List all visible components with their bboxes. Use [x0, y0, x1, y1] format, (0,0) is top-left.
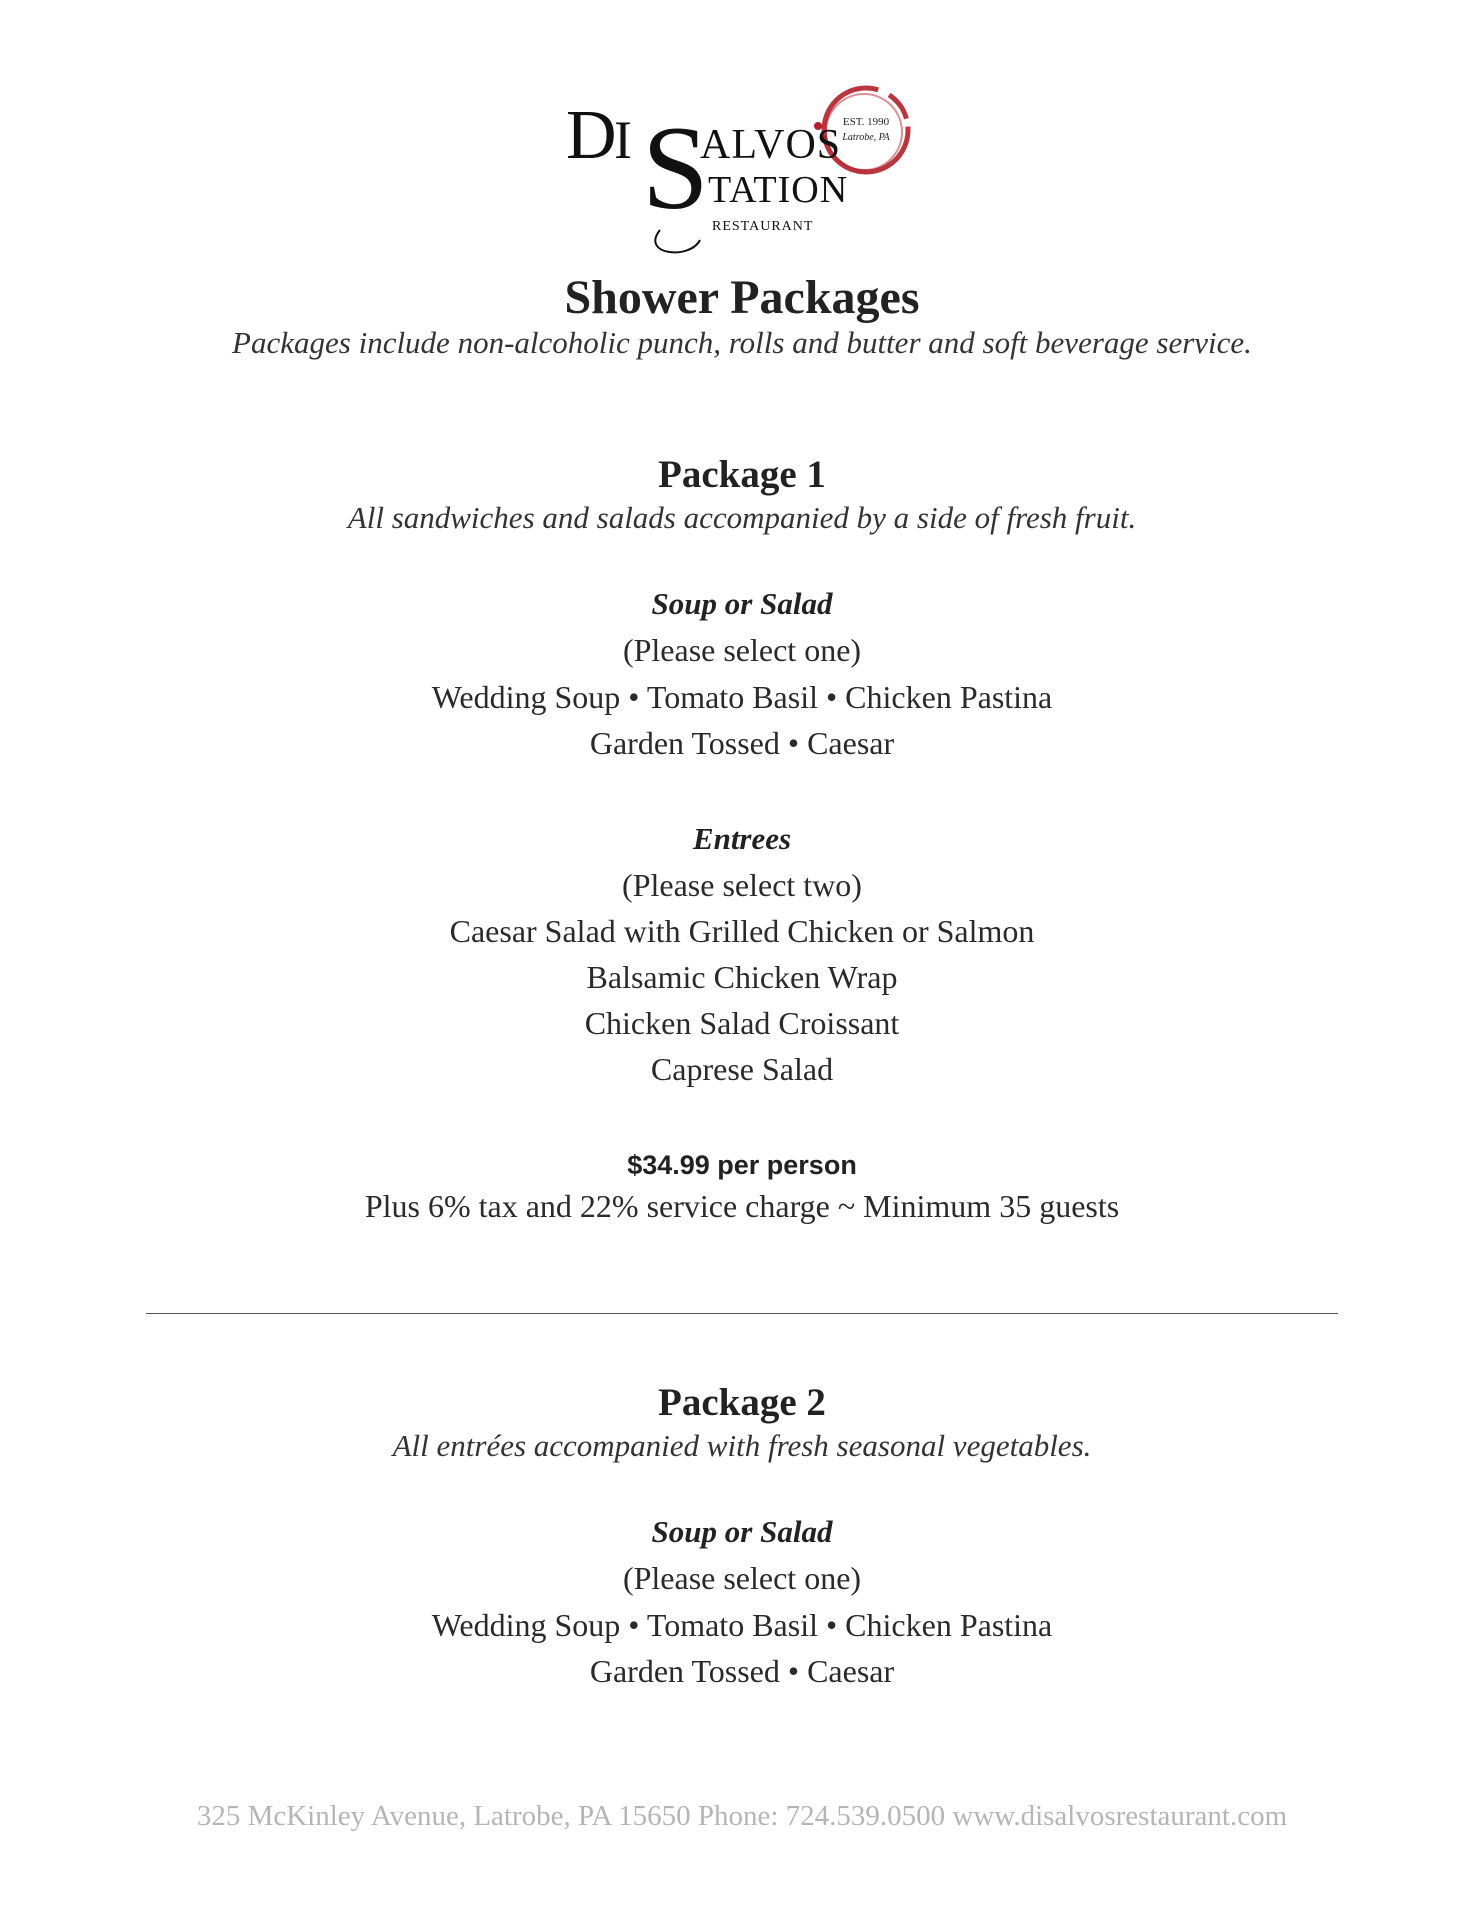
- svg-text:S: S: [642, 101, 709, 234]
- entree-item: Balsamic Chicken Wrap: [586, 959, 898, 995]
- package1-soup-salad-line1: Wedding Soup • Tomato Basil • Chicken Pastina: [431, 679, 1053, 715]
- package1-soup-salad-instruction: (Please select one): [622, 632, 862, 668]
- package2-soup-salad-line1: Wedding Soup • Tomato Basil • Chicken Pastina: [431, 1607, 1053, 1643]
- svg-text:EST. 1990: EST. 1990: [842, 116, 890, 128]
- footer-contact: 325 McKinley Avenue, Latrobe, PA 15650 Phone: 724.539.0500 www.disalvosrestaurant.com: [196, 1800, 1288, 1832]
- svg-text:TATION: TATION: [708, 169, 849, 211]
- svg-text:Latrobe, PA: Latrobe, PA: [842, 132, 890, 143]
- package1-entrees-instruction: (Please select two): [622, 867, 862, 903]
- package1-terms: Plus 6% tax and 22% service charge ~ Minimum 35 guests: [364, 1188, 1120, 1224]
- package1-soup-salad-line2: Garden Tossed • Caesar: [589, 725, 895, 761]
- section-divider: [146, 1313, 1338, 1314]
- svg-text:I: I: [614, 110, 632, 170]
- svg-text:RESTAURANT: RESTAURANT: [712, 219, 814, 234]
- page-title: Shower Packages: [564, 271, 920, 324]
- package1-entrees-heading: Entrees: [692, 821, 792, 856]
- entree-item: Chicken Salad Croissant: [584, 1005, 900, 1041]
- package1-price: $34.99 per person: [627, 1150, 857, 1180]
- svg-text:D: D: [566, 97, 617, 174]
- package1-title: Package 1: [658, 453, 826, 496]
- entree-item: Caesar Salad with Grilled Chicken or Salmon: [449, 913, 1035, 949]
- package2-soup-salad-heading: Soup or Salad: [651, 1514, 833, 1549]
- package2-note: All entrées accompanied with fresh seasonal vegetables.: [392, 1428, 1092, 1463]
- package2-title: Package 2: [658, 1381, 826, 1424]
- page-subtitle: Packages include non-alcoholic punch, rolls and butter and soft beverage service.: [232, 325, 1252, 360]
- package2-soup-salad-line2: Garden Tossed • Caesar: [589, 1653, 895, 1689]
- package2-soup-salad-instruction: (Please select one): [622, 1560, 862, 1596]
- restaurant-logo: [560, 80, 920, 265]
- svg-text:ALVOS: ALVOS: [700, 122, 842, 168]
- package1-note: All sandwiches and salads accompanied by a side of fresh fruit.: [347, 500, 1137, 535]
- package1-soup-salad-heading: Soup or Salad: [651, 586, 833, 621]
- entree-item: Caprese Salad: [650, 1051, 834, 1087]
